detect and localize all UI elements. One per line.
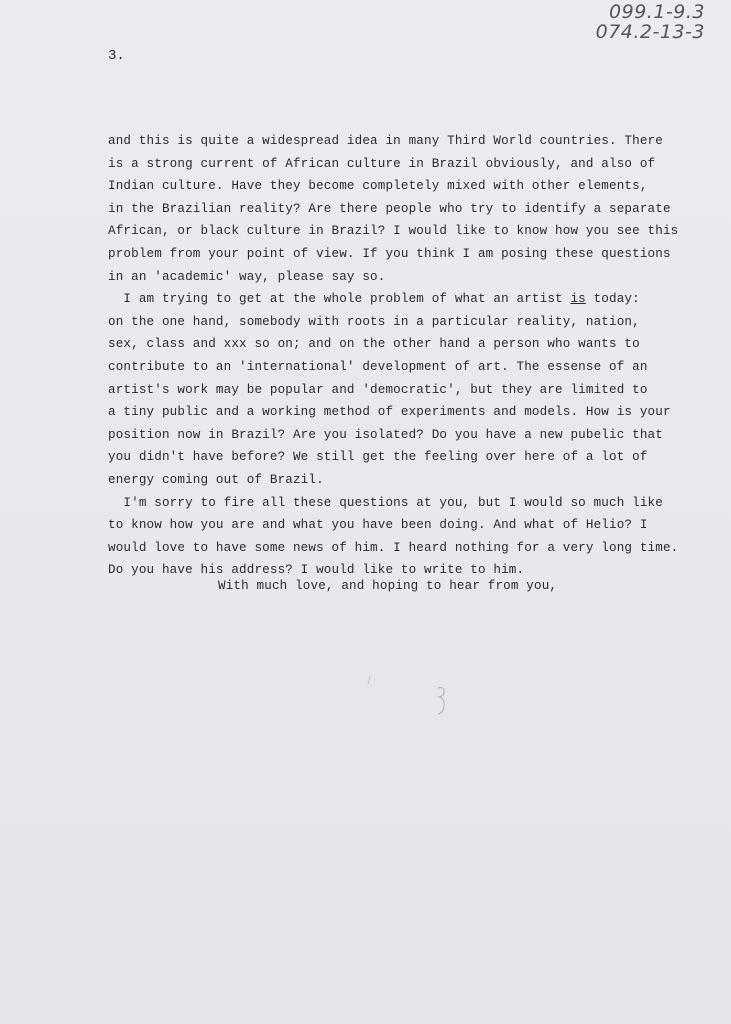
text-line: on the one hand, somebody with roots in a particular reality, nation, bbox=[108, 314, 640, 329]
text-line: Indian culture. Have they become completely mixed with other elements, bbox=[108, 179, 648, 194]
text-line: in the Brazilian reality? Are there people who try to identify a separate bbox=[108, 201, 671, 216]
text-segment: today: bbox=[585, 292, 640, 307]
closing-line: With much love, and hoping to hear from you, bbox=[218, 579, 558, 593]
text-line: position now in Brazil? Are you isolated? Do you have a new pubelic that bbox=[108, 427, 663, 442]
faint-pencil-mark bbox=[432, 684, 452, 718]
text-line: to know how you are and what you have been doing. And what of Helio? I bbox=[108, 518, 648, 533]
text-line: African, or black culture in Brazil? I would like to know how you see this bbox=[108, 224, 679, 239]
text-line: would love to have some news of him. I heard nothing for a very long time. bbox=[108, 540, 679, 555]
text-line: contribute to an 'international' development of art. The essense of an bbox=[108, 359, 648, 374]
text-line: a tiny public and a working method of experiments and models. How is your bbox=[108, 405, 671, 420]
archive-reference-handwritten bbox=[596, 2, 705, 42]
text-line: energy coming out of Brazil. bbox=[108, 472, 324, 487]
text-line: you didn't have before? We still get the feeling over here of a lot of bbox=[108, 450, 648, 465]
text-line-with-underline bbox=[108, 288, 648, 311]
paper-speck bbox=[366, 675, 372, 685]
text-line: in an 'academic' way, please say so. bbox=[108, 269, 386, 284]
text-line: artist's work may be popular and 'democratic', but they are limited to bbox=[108, 382, 648, 397]
text-line: problem from your point of view. If you think I am posing these questions bbox=[108, 246, 671, 261]
underlined-word: is bbox=[570, 292, 586, 307]
text-line: and this is quite a widespread idea in many Third World countries. There bbox=[108, 134, 663, 148]
text-line: Do you have his address? I would like to write to him. bbox=[108, 563, 525, 578]
archive-ref-line-2: 074.2-13-3 bbox=[595, 21, 705, 43]
text-line: is a strong current of African culture in Brazil obviously, and also of bbox=[108, 156, 656, 171]
text-segment: I am trying to get at the whole problem of what an artist bbox=[108, 292, 571, 307]
archive-ref-line-1: 099.1-9.3 bbox=[609, 1, 705, 23]
text-line: sex, class and xxx so on; and on the other hand a person who wants to bbox=[108, 337, 640, 352]
text-line: I'm sorry to fire all these questions at you, but I would so much like bbox=[108, 495, 663, 510]
letter-body bbox=[108, 130, 679, 582]
page-number: 3. bbox=[108, 48, 125, 64]
